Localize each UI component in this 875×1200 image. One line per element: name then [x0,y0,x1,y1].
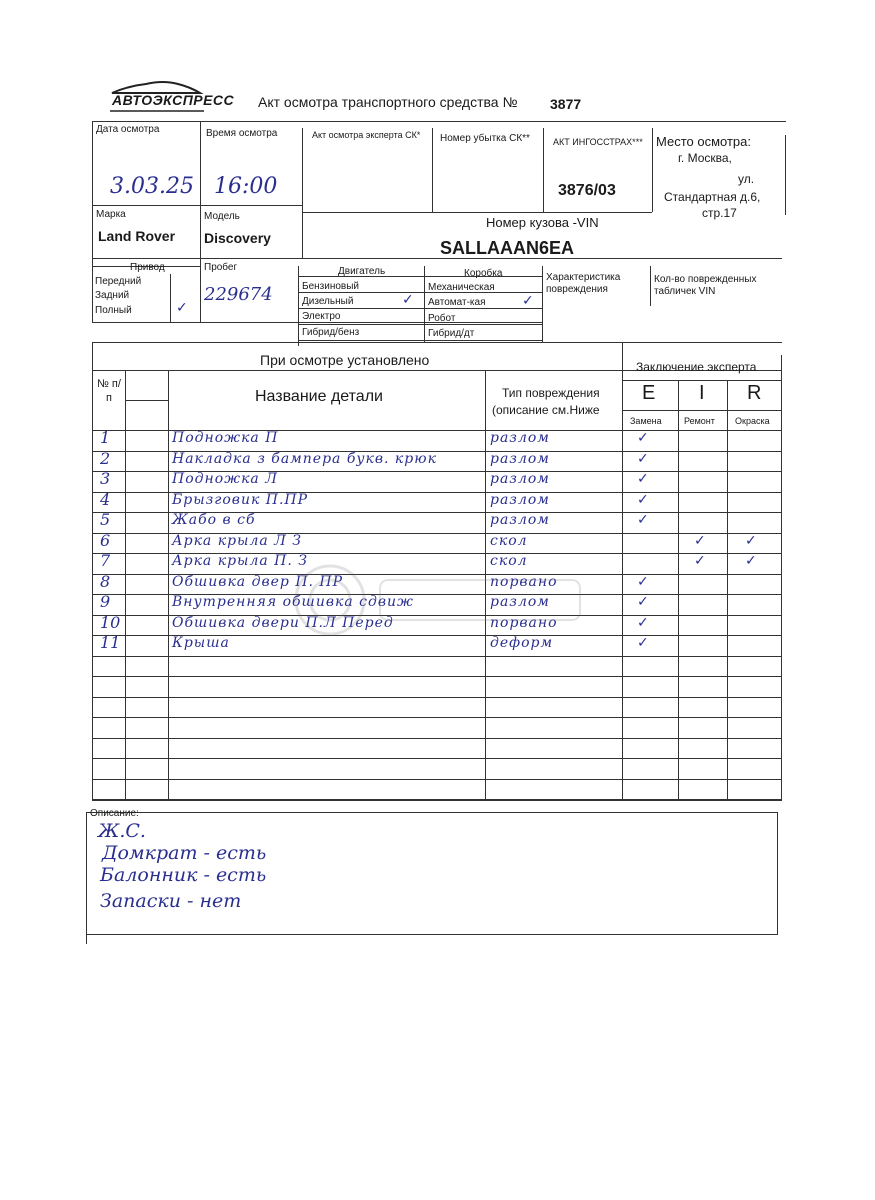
gearbox-check: ✓ [522,293,534,309]
damage-type: порвано [490,574,558,590]
document-number: 3877 [550,96,582,112]
conclusion-header: Заключение эксперта [636,360,757,374]
company-logo [108,76,235,114]
description-line: Ж.С. [98,820,146,842]
part-name: Подножка П [172,430,279,446]
col-damage-header-1: Тип повреждения [502,386,600,400]
row-number: 6 [100,531,111,550]
row-number: 2 [100,449,111,468]
drive-front: Передний [95,276,142,287]
gearbox-robot: Робот [428,313,456,324]
col-i-header: I [699,382,705,404]
row-number: 4 [100,490,111,509]
logo-text: АВТОЭКСПРЕСС [112,92,235,108]
ingos-value: 3876/03 [558,182,616,199]
part-name: Жабо в сб [172,512,256,528]
time-value: 16:00 [214,174,278,199]
engine-diesel: Дизельный [302,296,354,307]
engine-check: ✓ [402,292,414,308]
col-e-header: E [642,382,656,404]
part-name: Подножка Л [172,471,278,487]
drive-label: Привод [130,262,165,273]
replace-check: ✓ [637,594,649,610]
engine-label: Двигатель [338,266,386,277]
damage-type: разлом [490,492,550,508]
table-row-divider [92,697,781,698]
part-name: Крыша [172,635,230,651]
part-name: Арка крыла П. З [172,553,308,569]
vin-label: Номер кузова -VIN [486,215,599,230]
date-value: 3.03.25 [110,174,194,199]
gearbox-auto: Автомат-кая [428,297,486,308]
replace-check: ✓ [637,512,649,528]
drive-full: Полный [95,305,132,316]
part-name: Обшивка двер П. ПР [172,574,344,590]
replace-check: ✓ [637,574,649,590]
row-number: 11 [100,633,121,652]
row-number: 5 [100,510,111,529]
damage-type: разлом [490,451,550,467]
col-r-header: R [747,382,762,404]
place-street: ул. [738,172,755,186]
damage-type: разлом [490,594,550,610]
row-number: 3 [100,469,111,488]
table-row-divider [92,717,781,718]
vin-plates-label: Кол-во поврежденных табличек VIN [654,274,757,297]
vin-value: SALLAAAN6EA [440,238,575,258]
part-name: Брызговик П.ПР [172,492,309,508]
table-title: При осмотре установлено [260,352,430,368]
table-row-divider [92,676,781,677]
loss-number-label: Номер убытка СК** [440,133,530,144]
replace-check: ✓ [637,615,649,631]
row-number: 10 [100,613,121,632]
place-city: г. Москва, [678,151,732,165]
drive-check: ✓ [176,300,188,316]
row-number: 7 [100,551,111,570]
time-label: Время осмотра [206,128,278,139]
engine-electric: Электро [302,311,341,322]
damage-type: разлом [490,430,550,446]
mileage-label: Пробег [204,262,238,273]
model-value: Discovery [204,230,271,246]
repair-check: ✓ [694,553,706,569]
col-part-header: Название детали [255,388,383,405]
place-address-2: стр.17 [702,206,737,220]
brand-value: Land Rover [98,228,176,244]
engine-petrol: Бензиновый [302,281,359,292]
description-line: Запаски - нет [100,890,242,912]
gearbox-manual: Механическая [428,282,495,293]
damage-characteristic-label: Характеристика повреждения [546,272,621,295]
gearbox-label: Коробка [464,268,503,279]
table-row-divider [92,799,781,800]
col-e-sub: Замена [630,416,662,426]
paint-check: ✓ [745,533,757,549]
description-line: Балонник - есть [100,864,267,886]
damage-type: порвано [490,615,558,631]
damage-type: разлом [490,512,550,528]
part-name: Арка крыла Л З [172,533,303,549]
col-number-header: № п/п [97,378,121,404]
drive-rear: Задний [95,290,130,301]
row-number: 9 [100,592,111,611]
col-damage-header-2: (описание см.Ниже [492,403,600,417]
damage-type: скол [490,553,528,569]
part-name: Обшивка двери П.Л Перед [172,615,394,631]
part-name: Внутренняя обшивка сдвиж [172,594,414,610]
gearbox-hybrid: Гибрид/дт [428,328,475,339]
date-label: Дата осмотра [96,124,160,135]
replace-check: ✓ [637,451,649,467]
damage-type: скол [490,533,528,549]
replace-check: ✓ [637,471,649,487]
row-number: 1 [100,428,111,447]
table-row-divider [92,656,781,657]
replace-check: ✓ [637,430,649,446]
mileage-value: 229674 [204,284,273,305]
document-title: Акт осмотра транспортного средства № [258,94,518,110]
paint-check: ✓ [745,553,757,569]
table-row-divider [92,738,781,739]
part-name: Накладка з бампера букв. крюк [172,451,437,467]
damage-type: деформ [490,635,554,651]
col-r-sub: Окраска [735,416,770,426]
watermark [290,555,590,645]
repair-check: ✓ [694,533,706,549]
expert-act-label: Акт осмотра эксперта СК* [312,130,421,140]
description-label: Описание: [90,808,139,819]
table-row-divider [92,758,781,759]
engine-hybrid: Гибрид/бенз [302,327,360,338]
table-row-divider [92,779,781,780]
place-address-1: Стандартная д.6, [664,190,761,204]
row-number: 8 [100,572,111,591]
brand-label: Марка [96,209,126,220]
ingos-label: АКТ ИНГОССТРАХ*** [553,137,643,147]
replace-check: ✓ [637,492,649,508]
model-label: Модель [204,211,240,222]
place-label: Место осмотра: [656,134,751,149]
replace-check: ✓ [637,635,649,651]
description-line: Домкрат - есть [102,842,267,864]
col-i-sub: Ремонт [684,416,715,426]
damage-type: разлом [490,471,550,487]
